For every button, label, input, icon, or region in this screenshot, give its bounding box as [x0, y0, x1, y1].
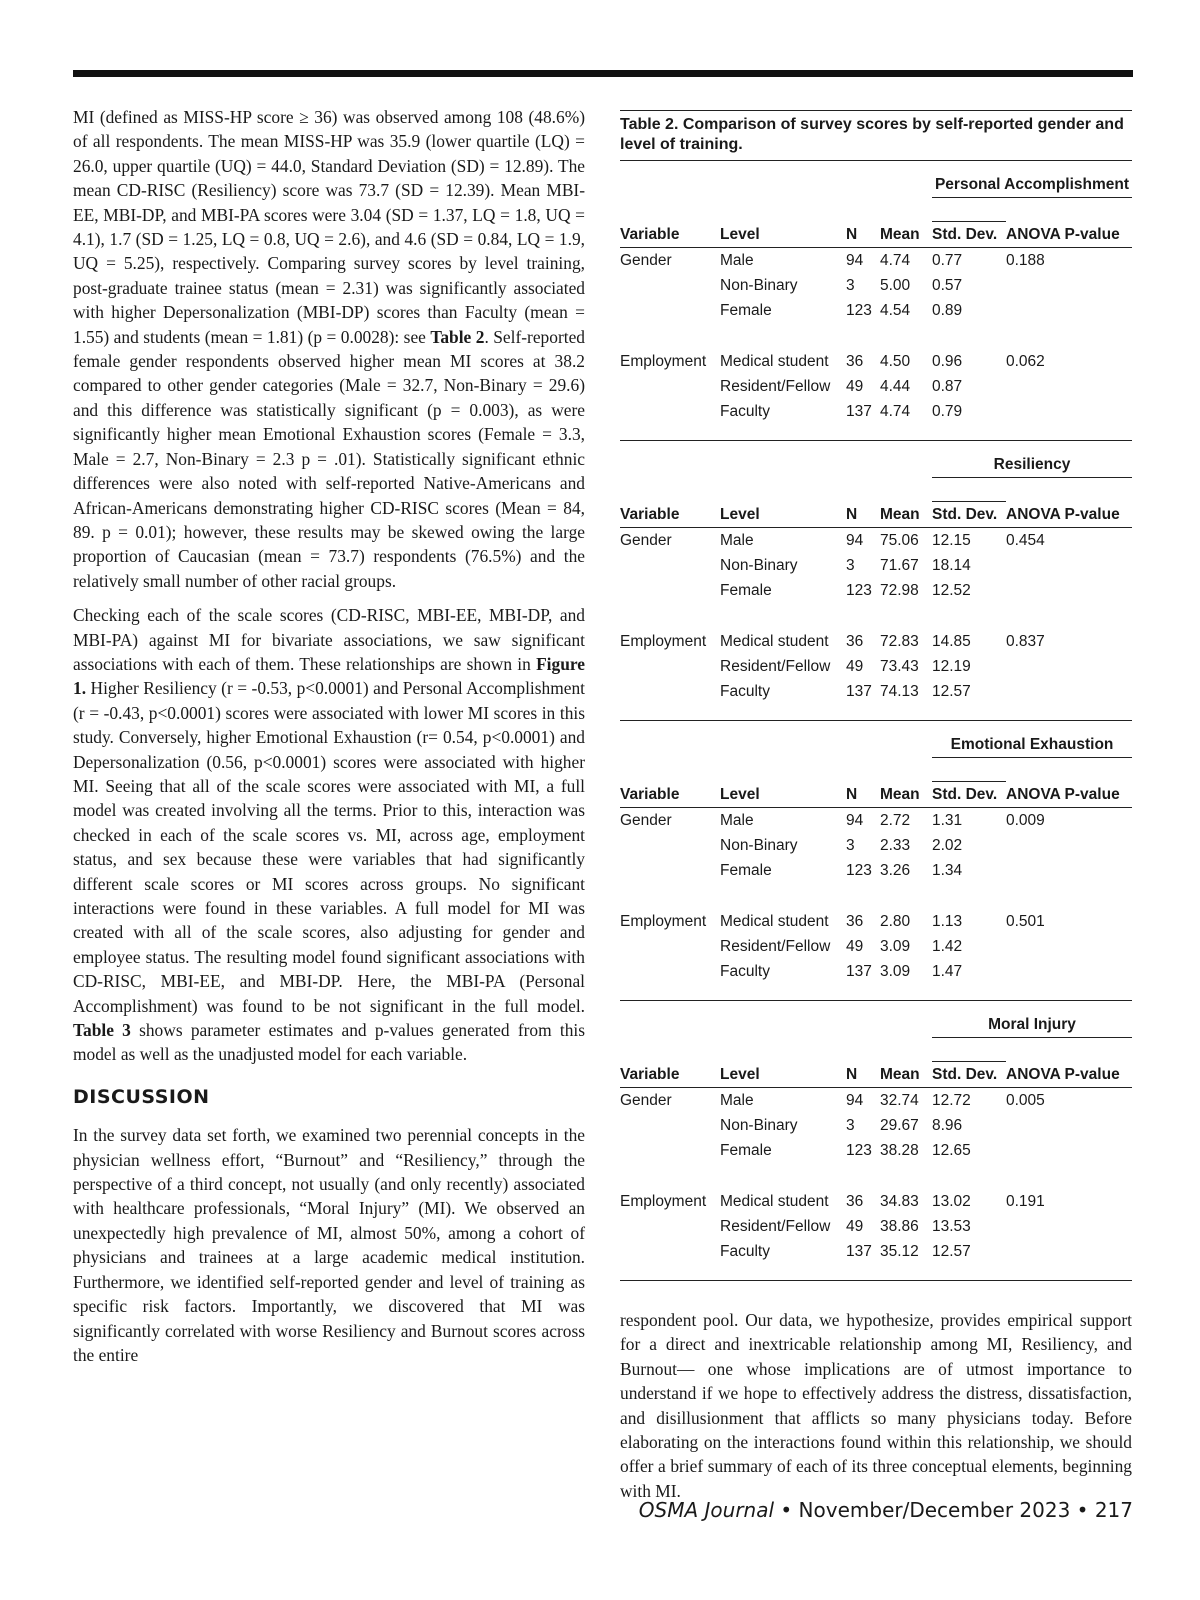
- cell-n: 123: [846, 582, 872, 599]
- std-dev-rule: [932, 221, 1006, 222]
- cell-p-value: 0.501: [1006, 913, 1045, 930]
- cell-level: Faculty: [720, 403, 770, 420]
- para2-end-text: shows parameter estimates and p-values generated from this model as well as the unadjusted model for each variable.: [73, 1020, 586, 1065]
- table-row: [620, 632, 1132, 656]
- cell-sd: 0.79: [932, 403, 963, 420]
- para1-end-text: . Self-reported female gender respondents observed higher mean MI scores at 38.2 compared to other gender categories (Male = 32.7, Non-Binary = 29.6) and this difference was statistically significant (p = 0.003), as were significantly higher mean Emotional Exhaustion scores (Female = 3.3, Male = 2.7, Non-Binary = 2.3 p = .01). Statistically significant ethnic differences were also noted with self-reported Native-Americans and African-Americans demonstrating higher CD-RISC scores (Mean = 84, 89. p = 0.01); however, these results may be skewed owing the large proportion of Caucasian (mean = 73.7) respondents (76.5%) and the relatively small number of other racial groups.: [73, 326, 585, 591]
- cell-n: 137: [846, 683, 872, 700]
- cell-mean: 34.83: [880, 1193, 919, 1210]
- scale-title: Moral Injury: [932, 1016, 1132, 1038]
- cell-n: 94: [846, 1092, 864, 1109]
- issue-info: • November/December 2023 • 217: [774, 1498, 1133, 1522]
- cell-sd: 12.65: [932, 1142, 971, 1159]
- cell-p-value: 0.837: [1006, 633, 1045, 650]
- cell-n: 49: [846, 1218, 864, 1235]
- header-p: ANOVA P-value: [1006, 506, 1120, 523]
- cell-sd: 1.31: [932, 812, 963, 829]
- header-mean: Mean: [880, 1066, 920, 1083]
- top-rule: [73, 70, 1133, 77]
- table-row: [620, 556, 1132, 580]
- cell-n: 36: [846, 913, 864, 930]
- cell-level: Faculty: [720, 1243, 770, 1260]
- cell-n: 49: [846, 658, 864, 675]
- table-2: [620, 110, 1132, 1281]
- cell-level: Faculty: [720, 683, 770, 700]
- cell-level: Medical student: [720, 353, 829, 370]
- cell-sd: 12.57: [932, 1243, 971, 1260]
- cell-p-value: 0.188: [1006, 252, 1045, 269]
- table2-reference: Table 2: [430, 326, 485, 347]
- cell-variable: Gender: [620, 1092, 672, 1109]
- header-sd: Std. Dev.: [932, 786, 998, 803]
- para2-mid-text: Higher Resiliency (r = -0.53, p<0.0001) and Personal Accomplishment (r = -0.43, p<0.0001) scores were associated with lower MI scores in this study. Conversely, higher Emotional Exhaustion (r= 0.54, p<0.0001) and Depersonalization (0.56, p<0.0001) scores were associated with higher MI. Seeing that all of the scale scores were associated with MI, a full model was created involving all the terms. Prior to this, interaction was checked in each of the scale scores vs. MI, across age, employment status, and sex because these were variables that had significantly different scale scores or MI scores across groups. No significant interactions were found in these variables. A full model for MI was created with all of the scale scores, also adjusting for gender and employee status. The resulting model found significant associations with CD-RISC, MBI-EE, and MBI-DP. Here, the MBI-PA (Personal Accomplishment) was found to be not significant in the full model.: [73, 678, 585, 1016]
- page-footer: [639, 1498, 1133, 1522]
- cell-mean: 3.09: [880, 938, 911, 955]
- cell-n: 94: [846, 812, 864, 829]
- right-column-text: [620, 1308, 1132, 1503]
- cell-sd: 0.57: [932, 277, 963, 294]
- cell-level: Female: [720, 582, 772, 599]
- journal-name: OSMA Journal: [638, 1498, 775, 1522]
- cell-sd: 1.42: [932, 938, 963, 955]
- cell-sd: 12.19: [932, 658, 971, 675]
- cell-n: 94: [846, 532, 864, 549]
- cell-level: Non-Binary: [720, 557, 798, 574]
- cell-mean: 2.72: [880, 812, 911, 829]
- cell-variable: Gender: [620, 532, 672, 549]
- header-sd: Std. Dev.: [932, 1066, 998, 1083]
- cell-sd: 0.96: [932, 353, 963, 370]
- para2-start-text: Checking each of the scale scores (CD-RISC, MBI-EE, MBI-DP, and MBI-PA) against MI for bivariate associations, we saw significant associations with each of them. These relationships are shown in: [73, 605, 585, 674]
- cell-mean: 4.54: [880, 302, 911, 319]
- cell-mean: 38.28: [880, 1142, 919, 1159]
- header-p: ANOVA P-value: [1006, 786, 1120, 803]
- cell-sd: 12.52: [932, 582, 971, 599]
- cell-sd: 12.57: [932, 683, 971, 700]
- table-caption: Table 2. Comparison of survey scores by self-reported gender and level of training.: [620, 110, 1132, 161]
- paragraph-results-2: [73, 603, 585, 1067]
- header-sd: Std. Dev.: [932, 226, 998, 243]
- cell-n: 123: [846, 862, 872, 879]
- header-mean: Mean: [880, 786, 920, 803]
- cell-n: 3: [846, 277, 855, 294]
- cell-p-value: 0.009: [1006, 812, 1045, 829]
- table-header-row: [620, 1065, 1132, 1088]
- cell-n: 3: [846, 1117, 855, 1134]
- cell-mean: 3.09: [880, 963, 911, 980]
- header-variable: Variable: [620, 226, 680, 243]
- paragraph-discussion: In the survey data set forth, we examined two perennial concepts in the physician wellness effort, “Burnout” and “Resiliency,” through the perspective of a third concept, not usually (and only recently) associated with healthcare professionals, “Moral Injury” (MI). We observed an unexpectedly high prevalence of MI, almost 50%, among a cohort of physicians and trainees at a large academic medical institution. Furthermore, we identified self-reported gender and level of training as specific risk factors. Importantly, we discovered that MI was significantly correlated with worse Resiliency and Burnout scores across the entire: [73, 1125, 585, 1365]
- cell-p-value: 0.062: [1006, 353, 1045, 370]
- header-n: N: [846, 786, 858, 803]
- header-mean: Mean: [880, 506, 920, 523]
- table-row: [620, 1116, 1132, 1140]
- table-row: [620, 531, 1132, 555]
- cell-variable: Gender: [620, 252, 672, 269]
- cell-sd: 1.13: [932, 913, 963, 930]
- table-row: [620, 657, 1132, 681]
- cell-mean: 4.44: [880, 378, 911, 395]
- table-header-row: [620, 505, 1132, 528]
- header-variable: Variable: [620, 1066, 680, 1083]
- table-row: [620, 962, 1132, 986]
- cell-n: 137: [846, 403, 872, 420]
- header-p: ANOVA P-value: [1006, 1066, 1120, 1083]
- cell-variable: Employment: [620, 633, 707, 650]
- header-n: N: [846, 226, 858, 243]
- table-row: [620, 682, 1132, 706]
- cell-sd: 2.02: [932, 837, 963, 854]
- table-block: [620, 161, 1132, 441]
- cell-level: Female: [720, 862, 772, 879]
- para1-text: MI (defined as MISS-HP score ≥ 36) was observed among 108 (48.6%) of all respondents. The mean MISS-HP was 35.9 (lower quartile (LQ) = 26.0, upper quartile (UQ) = 44.0, Standard Deviation (SD) = 12.89). The mean CD-RISC (Resiliency) score was 73.7 (SD = 12.39). Mean MBI-EE, MBI-DP, and MBI-PA scores were 3.04 (SD = 1.37, LQ = 1.8, UQ = 4.1), 1.7 (SD = 1.25, LQ = 0.8, UQ = 2.6), and 4.6 (SD = 0.84, LQ = 1.9, UQ = 5.25), respectively. Comparing survey scores by level training, post-graduate trainee status (mean = 2.31) was significantly associated with higher Depersonalization (MBI-DP) scores than Faculty (mean = 1.55) and students (mean = 1.81) (p = 0.0028): see: [73, 107, 585, 347]
- scale-title: Resiliency: [932, 456, 1132, 478]
- cell-level: Non-Binary: [720, 1117, 798, 1134]
- header-n: N: [846, 1066, 858, 1083]
- cell-mean: 71.67: [880, 557, 919, 574]
- cell-n: 36: [846, 633, 864, 650]
- cell-variable: Employment: [620, 353, 707, 370]
- cell-mean: 4.74: [880, 252, 911, 269]
- cell-p-value: 0.454: [1006, 532, 1045, 549]
- cell-level: Faculty: [720, 963, 770, 980]
- cell-level: Non-Binary: [720, 837, 798, 854]
- cell-p-value: 0.191: [1006, 1193, 1045, 1210]
- table-row: [620, 251, 1132, 275]
- table-blocks: [620, 161, 1132, 1281]
- cell-level: Resident/Fellow: [720, 1218, 831, 1235]
- scale-title: Emotional Exhaustion: [932, 736, 1132, 758]
- cell-mean: 72.83: [880, 633, 919, 650]
- header-level: Level: [720, 1066, 760, 1083]
- cell-n: 36: [846, 1193, 864, 1210]
- cell-sd: 1.34: [932, 862, 963, 879]
- header-variable: Variable: [620, 506, 680, 523]
- cell-mean: 5.00: [880, 277, 911, 294]
- table-row: [620, 377, 1132, 401]
- cell-mean: 29.67: [880, 1117, 919, 1134]
- header-p: ANOVA P-value: [1006, 226, 1120, 243]
- table-row: [620, 811, 1132, 835]
- cell-level: Medical student: [720, 1193, 829, 1210]
- cell-level: Resident/Fellow: [720, 378, 831, 395]
- cell-variable: Gender: [620, 812, 672, 829]
- header-mean: Mean: [880, 226, 920, 243]
- header-variable: Variable: [620, 786, 680, 803]
- cell-variable: Employment: [620, 1193, 707, 1210]
- cell-level: Non-Binary: [720, 277, 798, 294]
- table-row: [620, 1141, 1132, 1165]
- table-row: [620, 937, 1132, 961]
- cell-mean: 72.98: [880, 582, 919, 599]
- cell-level: Female: [720, 302, 772, 319]
- cell-sd: 0.77: [932, 252, 963, 269]
- cell-n: 123: [846, 302, 872, 319]
- cell-level: Male: [720, 252, 754, 269]
- table-row: [620, 276, 1132, 300]
- paragraph-results-1: [73, 105, 585, 593]
- std-dev-rule: [932, 501, 1006, 502]
- table-block: [620, 721, 1132, 1001]
- cell-level: Male: [720, 812, 754, 829]
- table-row: [620, 1091, 1132, 1115]
- cell-n: 94: [846, 252, 864, 269]
- cell-sd: 14.85: [932, 633, 971, 650]
- figure1-reference: Figure 1.: [73, 653, 586, 699]
- header-level: Level: [720, 226, 760, 243]
- cell-n: 36: [846, 353, 864, 370]
- cell-mean: 35.12: [880, 1243, 919, 1260]
- cell-mean: 3.26: [880, 862, 911, 879]
- cell-mean: 75.06: [880, 532, 919, 549]
- cell-sd: 0.89: [932, 302, 963, 319]
- table-header-row: [620, 785, 1132, 808]
- cell-mean: 2.80: [880, 913, 911, 930]
- table-row: [620, 301, 1132, 325]
- scale-title: Personal Accomplishment: [932, 176, 1132, 198]
- cell-level: Male: [720, 532, 754, 549]
- cell-sd: 1.47: [932, 963, 963, 980]
- cell-level: Resident/Fellow: [720, 938, 831, 955]
- cell-n: 49: [846, 378, 864, 395]
- cell-sd: 12.15: [932, 532, 971, 549]
- cell-n: 137: [846, 1243, 872, 1260]
- table-row: [620, 1192, 1132, 1216]
- header-level: Level: [720, 506, 760, 523]
- cell-variable: Employment: [620, 913, 707, 930]
- table-row: [620, 1242, 1132, 1266]
- table-row: [620, 861, 1132, 885]
- table-block: [620, 441, 1132, 721]
- table3-reference: Table 3: [73, 1020, 131, 1041]
- cell-level: Female: [720, 1142, 772, 1159]
- paragraph-continuation: respondent pool. Our data, we hypothesize, provides empirical support for a direct and inextricable relationship among MI, Resiliency, and Burnout— one whose implications are of utmost importance to understand if we hope to effectively address the distress, dissatisfaction, and disillusionment that afflicts so many physicians today. Before elaborating on the interactions found within this relationship, we should offer a brief summary of each of its three conceptual elements, beginning with MI.: [620, 1310, 1132, 1501]
- cell-mean: 38.86: [880, 1218, 919, 1235]
- table-block: [620, 1001, 1132, 1281]
- table-row: [620, 1217, 1132, 1241]
- header-sd: Std. Dev.: [932, 506, 998, 523]
- cell-mean: 32.74: [880, 1092, 919, 1109]
- cell-n: 3: [846, 557, 855, 574]
- cell-level: Resident/Fellow: [720, 658, 831, 675]
- std-dev-rule: [932, 781, 1006, 782]
- cell-sd: 0.87: [932, 378, 963, 395]
- cell-level: Medical student: [720, 913, 829, 930]
- cell-level: Male: [720, 1092, 754, 1109]
- cell-mean: 2.33: [880, 837, 911, 854]
- table-row: [620, 581, 1132, 605]
- cell-sd: 8.96: [932, 1117, 963, 1134]
- cell-n: 123: [846, 1142, 872, 1159]
- table-row: [620, 836, 1132, 860]
- table-header-row: [620, 225, 1132, 248]
- table-row: [620, 402, 1132, 426]
- cell-mean: 4.50: [880, 353, 911, 370]
- cell-sd: 12.72: [932, 1092, 971, 1109]
- table-row: [620, 352, 1132, 376]
- cell-mean: 73.43: [880, 658, 919, 675]
- cell-mean: 4.74: [880, 403, 911, 420]
- cell-sd: 18.14: [932, 557, 971, 574]
- cell-n: 137: [846, 963, 872, 980]
- left-column: [73, 105, 585, 1377]
- cell-mean: 74.13: [880, 683, 919, 700]
- header-n: N: [846, 506, 858, 523]
- cell-p-value: 0.005: [1006, 1092, 1045, 1109]
- discussion-heading: DISCUSSION: [73, 1085, 210, 1108]
- cell-n: 3: [846, 837, 855, 854]
- std-dev-rule: [932, 1061, 1006, 1062]
- header-level: Level: [720, 786, 760, 803]
- cell-n: 49: [846, 938, 864, 955]
- cell-sd: 13.53: [932, 1218, 971, 1235]
- cell-sd: 13.02: [932, 1193, 971, 1210]
- cell-level: Medical student: [720, 633, 829, 650]
- table-row: [620, 912, 1132, 936]
